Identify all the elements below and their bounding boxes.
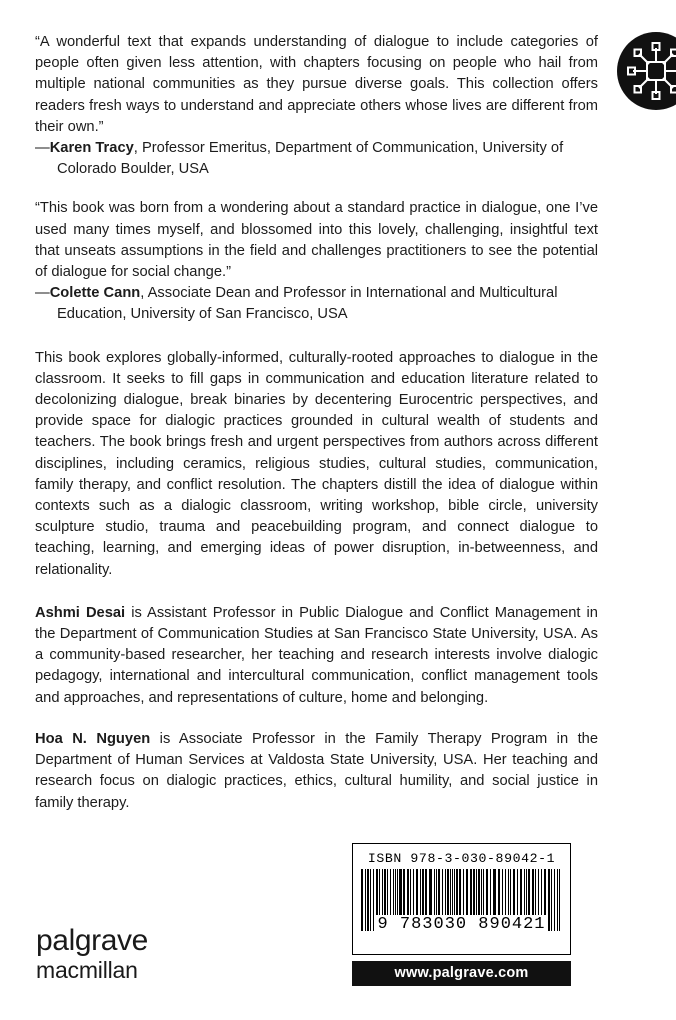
attribution-dash: — <box>35 140 50 157</box>
author-bio <box>35 603 598 709</box>
publisher-url[interactable]: www.palgrave.com <box>352 961 571 986</box>
spacer <box>35 180 598 198</box>
endorsement-attribution <box>35 138 598 180</box>
endorser-credential: , Professor Emeritus, Department of Communication, University of Colorado Boulder, USA <box>57 140 564 178</box>
barcode-block <box>352 843 571 986</box>
spacer <box>35 709 598 729</box>
endorsement-quote: “This book was born from a wondering about a standard practice in dialogue, one I’ve used many times myself, and blossomed into this lovely, challenging, insightful text that unseats assumptions in the field and challenges practitioners to see the potential of dialogue for social change.” <box>35 200 598 281</box>
author-bio-text: is Associate Professor in the Family Therapy Program in the Department of Human Services at Valdosta State University, USA. Her teaching and research focus on dialogic practices, ethics, cultural humility, and social justice in family therapy. <box>35 730 598 811</box>
publisher-name-line2: macmillan <box>36 957 138 983</box>
endorser-name: Colette Cann <box>49 285 141 302</box>
author-name: Ashmi Desai <box>35 604 126 621</box>
endorsement-attribution <box>35 283 598 325</box>
cover-text-column <box>35 32 598 814</box>
author-bio <box>35 729 598 814</box>
isbn-label: ISBN 978-3-030-89042-1 <box>367 851 556 866</box>
endorser-credential: , Associate Dean and Professor in International and Multicultural Education, University of San Francisco, USA <box>57 285 558 323</box>
endorser-name: Karen Tracy <box>49 140 134 157</box>
book-description: This book explores globally-informed, culturally-rooted approaches to dialogue in the classroom. It seeks to fill gaps in communication and education literature related to decolonizing dialogue, break binaries by decentering Eurocentric perspectives, and provide space for dialogic practices grounded in cultural wealth of students and teachers. The book brings fresh and urgent perspectives from authors across different disciplines, including ceramics, religious studies, cultural studies, communication, family therapy, and conflict resolution. The chapters distill the idea of dialogue within contexts such as a dialogic classroom, writing workshop, bible circle, university sculpture studio, trauma and peacebuilding program, and connect dialogue to teaching, learning, and emerging ideas of power disruption, in-betweenness, and relationality. <box>35 349 598 578</box>
isbn-box <box>352 843 571 955</box>
publisher-logo <box>36 925 148 983</box>
spacer <box>35 581 598 603</box>
spacer <box>35 326 598 348</box>
ean-digits: 9 783030 890421 <box>377 915 546 934</box>
radial-burst-icon <box>617 32 676 110</box>
endorsement-quote: “A wonderful text that expands understanding of dialogue to include categories of people often given less attention, with chapters focusing on people who hail from multiple national communities as they pursue diverse goals. This collection offers readers fresh ways to understand and appreciate others whose lives are different from their own.” <box>35 34 598 135</box>
publisher-name-line1: palgrave <box>36 924 148 957</box>
author-name: Hoa N. Nguyen <box>35 730 151 747</box>
author-bio-text: is Assistant Professor in Public Dialogue and Conflict Management in the Department of Communication Studies at San Francisco State University, USA. As a community-based researcher, her teaching and research interests involve dialogic pedagogy, international and intercultural communication, conflict management tools and approaches, and representations of culture, home and belonging. <box>35 604 598 706</box>
attribution-dash: — <box>35 285 50 302</box>
